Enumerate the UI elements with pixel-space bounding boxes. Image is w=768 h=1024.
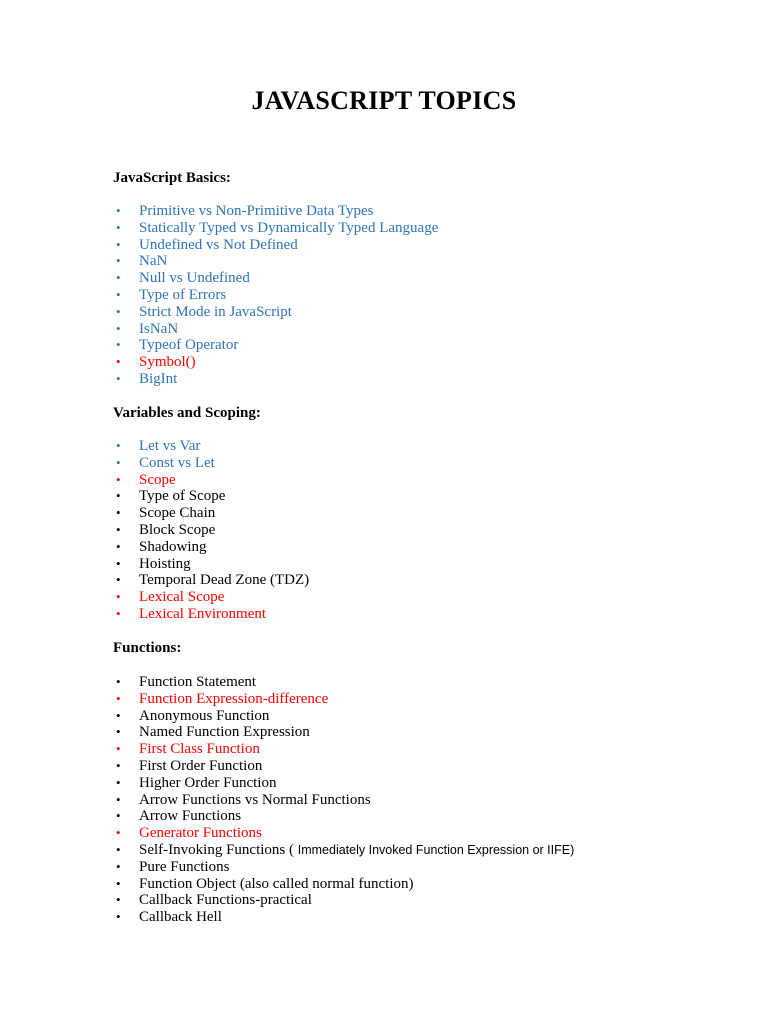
bullet-icon: •: [116, 203, 121, 218]
bullet-icon: •: [116, 253, 121, 269]
bullet-icon: •: [116, 219, 121, 235]
list-item: [113, 758, 574, 775]
list-item-text: Arrow Functions: [139, 808, 242, 825]
bullet-icon: •: [116, 236, 121, 252]
list-item-text: Shadowing: [139, 538, 207, 555]
bullet-icon: •: [116, 555, 121, 571]
bullet-icon: •: [116, 841, 121, 857]
list-item-text: Named Function Expression: [139, 724, 310, 741]
list-item-text: IsNaN: [139, 320, 179, 337]
list-item: [113, 859, 574, 876]
list-item: [113, 472, 309, 489]
list-item: [113, 253, 438, 270]
list-item: [113, 808, 574, 825]
list-item: [113, 724, 574, 741]
list-item: [113, 321, 438, 338]
list-item: [113, 488, 309, 505]
list-item-text: Callback Hell: [139, 909, 222, 926]
list-item-text: Block Scope: [139, 521, 216, 538]
bullet-icon: •: [116, 757, 121, 773]
bullet-icon: •: [116, 892, 121, 908]
list-item: [113, 455, 309, 472]
list-item-text: Pure Functions: [139, 858, 230, 875]
bullet-icon: •: [116, 320, 121, 336]
list-item: [113, 572, 309, 589]
list-item: [113, 708, 574, 725]
list-item-text: Primitive vs Non-Primitive Data Types: [139, 203, 374, 219]
list-item-text: Statically Typed vs Dynamically Typed Language: [139, 219, 439, 236]
topic-list-basics: [113, 203, 438, 388]
list-item-note: Immediately Invoked Function Expression or IIFE): [297, 842, 575, 857]
list-item: [113, 203, 438, 220]
list-item-text: Higher Order Function: [139, 774, 277, 791]
topic-list-variables: [113, 438, 309, 623]
bullet-icon: •: [116, 337, 121, 353]
bullet-icon: •: [116, 521, 121, 537]
bullet-icon: •: [116, 270, 121, 286]
list-item: [113, 522, 309, 539]
list-item: [113, 220, 438, 237]
bullet-icon: •: [116, 370, 121, 386]
section-heading-basics: JavaScript Basics:: [113, 170, 231, 186]
list-item-text: First Order Function: [139, 757, 263, 774]
list-item-text: Generator Functions: [139, 825, 262, 842]
list-item: [113, 606, 309, 623]
section-heading-functions: Functions:: [113, 640, 182, 656]
list-item: [113, 589, 309, 606]
list-item-text: Type of Scope: [139, 488, 226, 505]
list-item-text: BigInt: [139, 370, 178, 387]
bullet-icon: •: [116, 774, 121, 790]
list-item-text: Function Statement: [139, 674, 257, 690]
list-item: [113, 741, 574, 758]
list-item: [113, 505, 309, 522]
bullet-icon: •: [116, 909, 121, 925]
list-item: [113, 270, 438, 287]
list-item: [113, 674, 574, 691]
list-item-text: Null vs Undefined: [139, 270, 250, 287]
list-item-text: Lexical Environment: [139, 605, 267, 622]
bullet-icon: •: [116, 572, 121, 588]
list-item-text: NaN: [139, 253, 168, 270]
bullet-icon: •: [116, 808, 121, 824]
bullet-icon: •: [116, 875, 121, 891]
list-item-text: Function Object (also called normal function): [139, 875, 414, 892]
bullet-icon: •: [116, 589, 121, 605]
bullet-icon: •: [116, 488, 121, 504]
list-item-text: Callback Functions-practical: [139, 892, 312, 909]
bullet-icon: •: [116, 538, 121, 554]
bullet-icon: •: [116, 303, 121, 319]
bullet-icon: •: [116, 707, 121, 723]
list-item-text: Scope: [139, 471, 176, 488]
list-item-text: First Class Function: [139, 741, 260, 758]
list-item: [113, 371, 438, 388]
list-item-text: Type of Errors: [139, 286, 227, 303]
bullet-icon: •: [116, 825, 121, 841]
list-item: [113, 287, 438, 304]
list-item-text: Lexical Scope: [139, 589, 225, 606]
topic-list-functions: [113, 674, 574, 926]
bullet-icon: •: [116, 690, 121, 706]
bullet-icon: •: [116, 454, 121, 470]
list-item-text: Strict Mode in JavaScript: [139, 303, 292, 320]
list-item: [113, 539, 309, 556]
list-item: [113, 825, 574, 842]
list-item: [113, 337, 438, 354]
bullet-icon: •: [116, 724, 121, 740]
list-item-text: Symbol(): [139, 354, 196, 371]
list-item-text: Anonymous Function: [139, 707, 270, 724]
list-item-text: Arrow Functions vs Normal Functions: [139, 791, 371, 808]
list-item: [113, 691, 574, 708]
list-item-text: Self-Invoking Functions (: [139, 841, 298, 858]
list-item: [113, 792, 574, 809]
list-item: [113, 556, 309, 573]
list-item-text: Const vs Let: [139, 454, 215, 471]
bullet-icon: •: [116, 858, 121, 874]
list-item: [113, 842, 574, 859]
list-item: [113, 237, 438, 254]
bullet-icon: •: [116, 286, 121, 302]
list-item: [113, 909, 574, 926]
bullet-icon: •: [116, 438, 121, 453]
list-item-text: Let vs Var: [139, 438, 201, 454]
list-item-text: Typeof Operator: [139, 337, 239, 354]
bullet-icon: •: [116, 471, 121, 487]
section-heading-variables: Variables and Scoping:: [113, 405, 261, 421]
list-item: [113, 354, 438, 371]
list-item-text: Hoisting: [139, 555, 191, 572]
bullet-icon: •: [116, 741, 121, 757]
bullet-icon: •: [116, 354, 121, 370]
bullet-icon: •: [116, 505, 121, 521]
list-item: [113, 438, 309, 455]
bullet-icon: •: [116, 791, 121, 807]
list-item: [113, 775, 574, 792]
list-item-text: Function Expression-difference: [139, 690, 329, 707]
list-item: [113, 304, 438, 321]
list-item-text: Undefined vs Not Defined: [139, 236, 298, 253]
list-item-text: Temporal Dead Zone (TDZ): [139, 572, 310, 589]
bullet-icon: •: [116, 605, 121, 621]
list-item-text: Scope Chain: [139, 505, 216, 522]
page-title: JAVASCRIPT TOPICS: [251, 86, 517, 115]
list-item: [113, 876, 574, 893]
list-item: [113, 892, 574, 909]
bullet-icon: •: [116, 674, 121, 689]
